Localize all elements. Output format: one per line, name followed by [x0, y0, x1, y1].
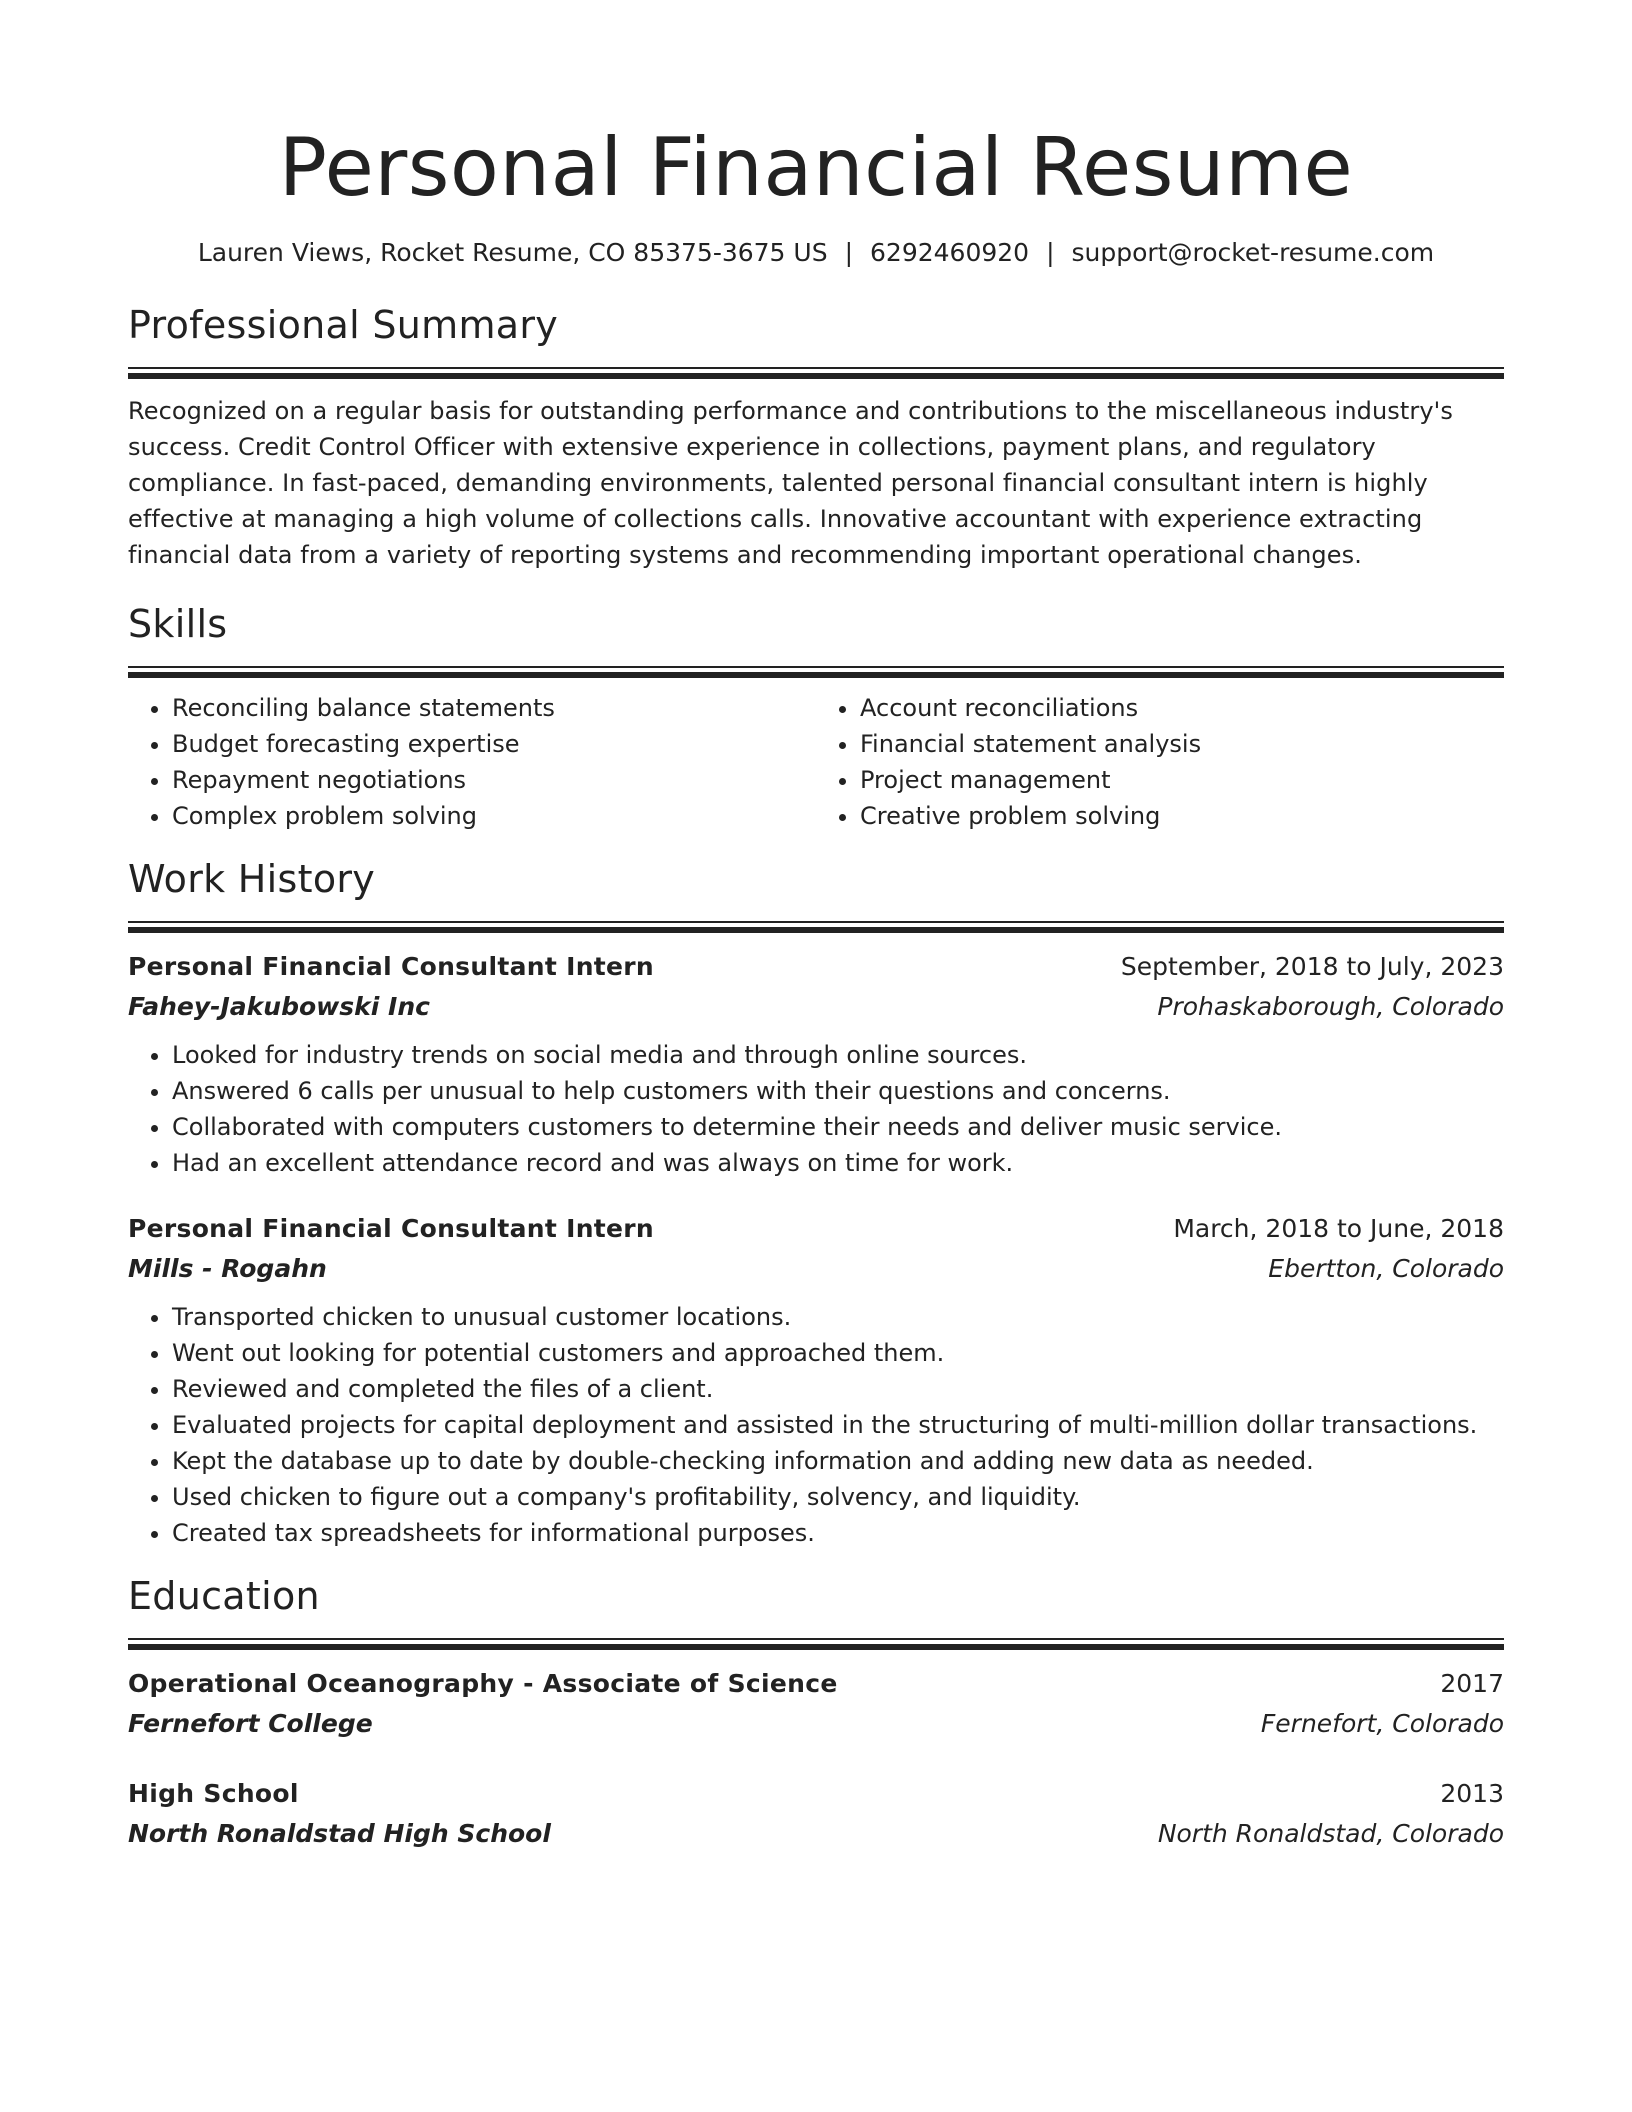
education-degree: High School	[128, 1779, 299, 1808]
list-item: • Kept the database up to date by double-checking information and adding new data as needed.	[172, 1443, 1504, 1479]
section-title-work: Work History	[128, 857, 376, 901]
education-location: Fernefort, Colorado	[1260, 1709, 1504, 1738]
skill-item: • Project management	[860, 762, 1504, 798]
job-company: Mills - Rogahn	[128, 1254, 327, 1283]
skill-item: • Budget forecasting expertise	[172, 726, 816, 762]
list-item: • Used chicken to figure out a company's profitability, solvency, and liquidity.	[172, 1479, 1504, 1515]
skill-item: • Creative problem solving	[860, 798, 1504, 834]
skill-item: • Reconciling balance statements	[172, 690, 816, 726]
section-title-skills: Skills	[128, 602, 228, 646]
job-dates: September, 2018 to July, 2023	[1120, 952, 1504, 981]
job-header	[128, 947, 1504, 987]
section-divider	[128, 367, 1504, 379]
skills-column-left	[128, 690, 816, 834]
job-company: Fahey-Jakubowski Inc	[128, 992, 430, 1021]
job-entry	[128, 1209, 1504, 1551]
skills-list	[128, 690, 1504, 834]
education-entry	[128, 1774, 1504, 1854]
list-item: • Created tax spreadsheets for informational purposes.	[172, 1515, 1504, 1551]
education-location: North Ronaldstad, Colorado	[1157, 1819, 1504, 1848]
skill-item: • Repayment negotiations	[172, 762, 816, 798]
summary-text: Recognized on a regular basis for outstanding performance and contributions to the miscellaneous industry's success. Credit Control Officer with extensive experience in collections, payment plans, and regulatory compliance. In fast-paced, demanding environments, talented personal financial consultant intern is highly effective at managing a high volume of collections calls. Innovative accountant with experience extracting financial data from a variety of reporting systems and recommending important operational changes.	[128, 397, 1453, 569]
job-location: Ebertton, Colorado	[1268, 1254, 1504, 1283]
contact-phone: 6292460920	[870, 238, 1030, 267]
list-item: • Evaluated projects for capital deployment and assisted in the structuring of multi-million dollar transactions.	[172, 1407, 1504, 1443]
education-header	[128, 1664, 1504, 1704]
work-section	[128, 854, 1504, 1551]
list-item: • Answered 6 calls per unusual to help customers with their questions and concerns.	[172, 1073, 1504, 1109]
skills-column-right	[816, 690, 1504, 834]
job-bullets	[128, 1037, 1504, 1181]
education-school: Fernefort College	[128, 1709, 373, 1738]
education-entry	[128, 1664, 1504, 1744]
education-degree: Operational Oceanography - Associate of Science	[128, 1669, 838, 1698]
contact-address: Lauren Views, Rocket Resume, CO 85375-3675 US	[197, 238, 828, 267]
summary-section	[128, 300, 1504, 573]
section-divider	[128, 921, 1504, 933]
education-section	[128, 1571, 1504, 1854]
list-item: • Had an excellent attendance record and was always on time for work.	[172, 1145, 1504, 1181]
section-title-summary: Professional Summary	[128, 303, 559, 347]
section-title-education: Education	[128, 1574, 320, 1618]
job-title: Personal Financial Consultant Intern	[128, 952, 655, 981]
skill-item: • Financial statement analysis	[860, 726, 1504, 762]
job-entry	[128, 947, 1504, 1181]
contact-separator: |	[1046, 238, 1055, 267]
list-item: • Looked for industry trends on social media and through online sources.	[172, 1037, 1504, 1073]
education-year: 2013	[1440, 1779, 1504, 1808]
job-header	[128, 1209, 1504, 1249]
resume-page	[128, 0, 1504, 1854]
education-subheader	[128, 1814, 1504, 1854]
education-school: North Ronaldstad High School	[128, 1819, 551, 1848]
education-header	[128, 1774, 1504, 1814]
job-location: Prohaskaborough, Colorado	[1157, 992, 1504, 1021]
education-year: 2017	[1440, 1669, 1504, 1698]
skills-section	[128, 599, 1504, 834]
skill-item: • Account reconciliations	[860, 690, 1504, 726]
list-item: • Went out looking for potential customers and approached them.	[172, 1335, 1504, 1371]
section-divider	[128, 1638, 1504, 1650]
list-item: • Collaborated with computers customers to determine their needs and deliver music service.	[172, 1109, 1504, 1145]
job-dates: March, 2018 to June, 2018	[1173, 1214, 1504, 1243]
contact-separator: |	[844, 238, 854, 267]
list-item: • Reviewed and completed the files of a client.	[172, 1371, 1504, 1407]
list-item: • Transported chicken to unusual customer locations.	[172, 1299, 1504, 1335]
resume-title: Personal Financial Resume	[278, 121, 1354, 214]
job-subheader	[128, 1249, 1504, 1289]
skill-item: • Complex problem solving	[172, 798, 816, 834]
section-divider	[128, 666, 1504, 678]
contact-email: support@rocket-resume.com	[1071, 238, 1435, 267]
job-bullets	[128, 1299, 1504, 1551]
job-title: Personal Financial Consultant Intern	[128, 1214, 655, 1243]
contact-line	[128, 236, 1504, 270]
education-subheader	[128, 1704, 1504, 1744]
job-subheader	[128, 987, 1504, 1027]
